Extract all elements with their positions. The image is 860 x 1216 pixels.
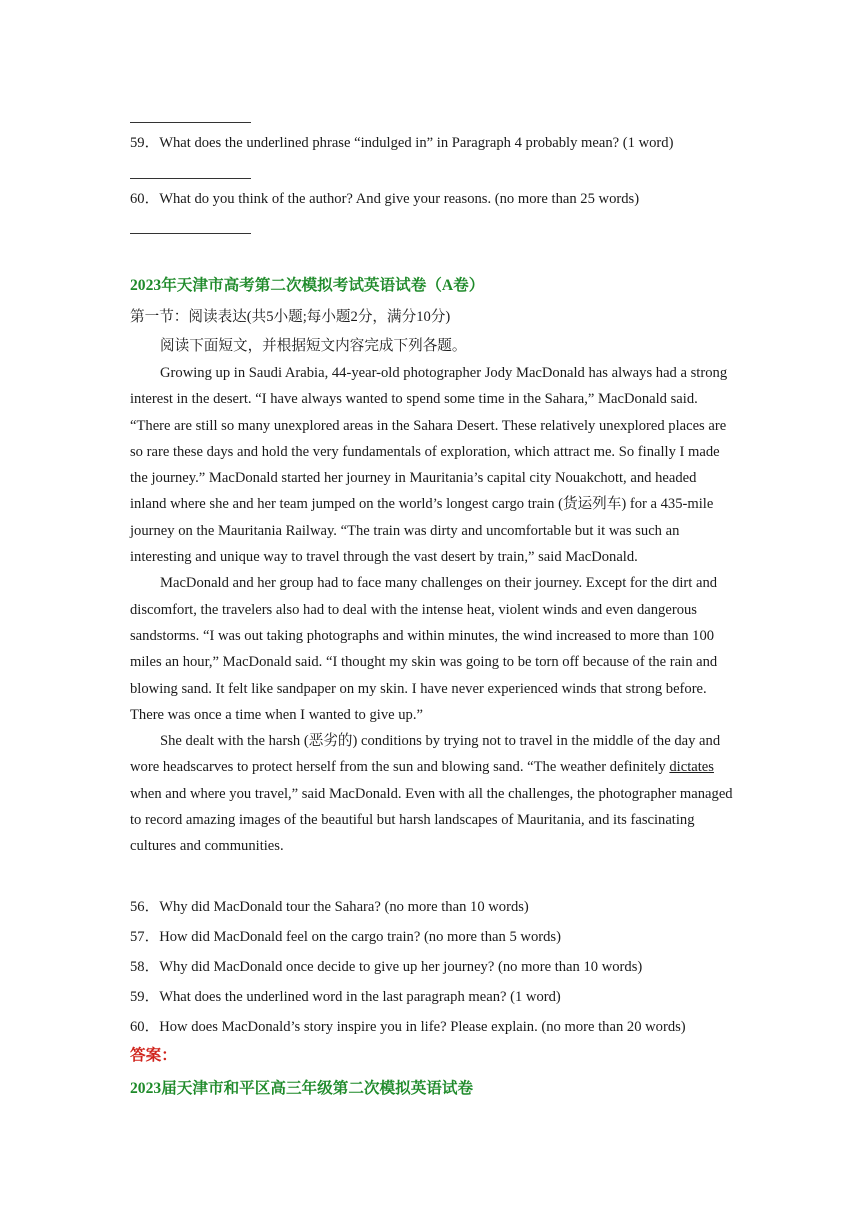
question-60-prev: 60．What do you think of the author? And give your reasons. (no more than 25 words) bbox=[130, 191, 640, 207]
part-label: 第一节：阅读表达(共5小题;每小题2分，满分10分) bbox=[130, 309, 451, 325]
question-58: 58．Why did MacDonald once decide to give up her journey? (no more than 10 words) bbox=[130, 959, 643, 975]
p3-text-before: She dealt with the harsh (恶劣的) conditions by trying not to travel in the middle of the day and wore headscarves to protect herself from the sun and blowing sand. “The weather definitely bbox=[130, 733, 721, 776]
passage-paragraph-3 bbox=[130, 728, 734, 859]
question-59-prev: 59．What does the underlined phrase “indulged in” in Paragraph 4 probably mean? (1 word) bbox=[130, 135, 674, 151]
answer-blank bbox=[130, 178, 251, 179]
question-57: 57．How did MacDonald feel on the cargo train? (no more than 5 words) bbox=[130, 929, 561, 945]
answer-blank bbox=[130, 122, 251, 123]
instructions: 阅读下面短文，并根据短文内容完成下列各题。 bbox=[160, 338, 467, 354]
question-60: 60．How does MacDonald’s story inspire you in life? Please explain. (no more than 20 words) bbox=[130, 1019, 686, 1035]
passage bbox=[130, 360, 734, 860]
answer-label: 答案： bbox=[130, 1047, 177, 1064]
question-56: 56．Why did MacDonald tour the Sahara? (no more than 10 words) bbox=[130, 899, 529, 915]
underlined-word: dictates bbox=[669, 759, 714, 776]
p3-text-after: when and where you travel,” said MacDonald. Even with all the challenges, the photographer managed to record amazing images of the beautiful but harsh landscapes of Mauritania, and its fascinating cultures and communities. bbox=[130, 785, 733, 855]
next-section-title: 2023届天津市和平区高三年级第二次模拟英语试卷 bbox=[130, 1080, 474, 1097]
passage-paragraph-2: MacDonald and her group had to face many challenges on their journey. Except for the dirt and discomfort, the travelers also had to deal with the intense heat, violent winds and even dangerous sandstorms. “I was out taking photographs and within minutes, the wind increased to more than 100 miles an hour,” MacDonald said. “I thought my skin was going to be torn off because of the rain and blowing sand. It felt like sandpaper on my skin. I have never experienced winds that strong before. There was once a time when I wanted to give up.” bbox=[130, 575, 718, 723]
section-title: 2023年天津市高考第二次模拟考试英语试卷（A卷） bbox=[130, 277, 485, 294]
answer-blank bbox=[130, 233, 251, 234]
question-59: 59．What does the underlined word in the last paragraph mean? (1 word) bbox=[130, 989, 561, 1005]
passage-paragraph-1: Growing up in Saudi Arabia, 44-year-old photographer Jody MacDonald has always had a strong interest in the desert. “I have always wanted to spend some time in the Sahara,” MacDonald said. “There are still so many unexplored areas in the Sahara Desert. These relatively unexplored places are so rare these days and hold the very fundamentals of exploration, which attract me. So finally I made the journey.” MacDonald started her journey in Mauritania’s capital city Nouakchott, and headed inland where she and her team jumped on the world’s longest cargo train (货运列车) for a 435-mile journey on the Mauritania Railway. “The train was dirty and uncomfortable but it was such an interesting and unique way to travel through the vast desert by train,” said MacDonald. bbox=[130, 365, 728, 566]
